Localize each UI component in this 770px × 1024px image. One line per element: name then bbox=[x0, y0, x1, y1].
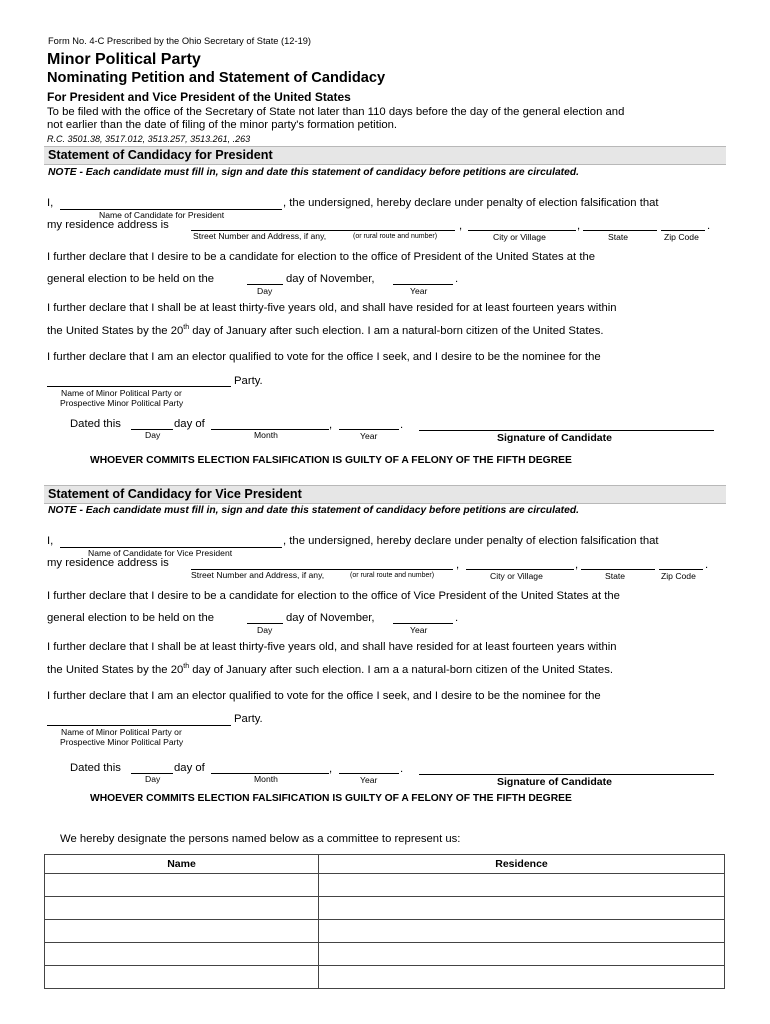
president-election-day-field[interactable] bbox=[247, 284, 283, 285]
committee-residence-cell[interactable] bbox=[319, 897, 725, 920]
vp-state-field[interactable] bbox=[581, 569, 655, 570]
statute-reference: R.C. 3501.38, 3517.012, 3513.257, 3513.261, .263 bbox=[47, 134, 251, 144]
committee-name-cell[interactable] bbox=[45, 920, 319, 943]
vp-city-label: City or Village bbox=[490, 571, 543, 581]
form-scope: For President and Vice President of the United States bbox=[47, 90, 351, 104]
committee-residence-cell[interactable] bbox=[319, 874, 725, 897]
vp-dated-month-label: Month bbox=[254, 774, 278, 784]
president-election-year-field[interactable] bbox=[393, 284, 453, 285]
president-signature-label: Signature of Candidate bbox=[497, 432, 612, 444]
president-party-field[interactable] bbox=[47, 386, 231, 387]
vp-party-field[interactable] bbox=[47, 725, 231, 726]
president-city-label: City or Village bbox=[493, 232, 546, 242]
vp-november: day of November, bbox=[286, 612, 375, 624]
vp-section-header bbox=[44, 485, 726, 504]
committee-intro: We hereby designate the persons named below as a committee to represent us: bbox=[60, 833, 461, 845]
president-heading: Statement of Candidacy for President bbox=[48, 148, 273, 162]
president-year-label: Year bbox=[410, 286, 428, 296]
vp-party: Party. bbox=[234, 713, 263, 725]
president-dated-day-label: Day bbox=[145, 430, 161, 440]
vp-day-label: Day bbox=[257, 625, 273, 635]
president-i: I, bbox=[47, 197, 54, 209]
vp-year-label: Year bbox=[410, 625, 428, 635]
committee-residence-cell[interactable] bbox=[319, 966, 725, 989]
vp-signature-label: Signature of Candidate bbox=[497, 776, 612, 788]
vp-para-4: I further declare that I am an elector qualified to vote for the office I seek, and I desire to be the nominee for the bbox=[47, 690, 601, 702]
committee-name-cell[interactable] bbox=[45, 897, 319, 920]
form-number: Form No. 4-C Prescribed by the Ohio Secretary of State (12-19) bbox=[48, 36, 312, 46]
president-zip-field[interactable] bbox=[661, 230, 705, 231]
president-para-3: the United States by the 20th day of January after such election. I am a natural-born citizen of the United States. bbox=[47, 324, 604, 337]
vp-party-label-1: Name of Minor Political Party or bbox=[61, 727, 182, 737]
vp-para-3: the United States by the 20th day of January after such election. I am a a natural-born citizen of the United States. bbox=[47, 663, 613, 676]
president-dated-year-field[interactable] bbox=[339, 429, 399, 430]
president-declare: , the undersigned, hereby declare under penalty of election falsification that bbox=[283, 197, 659, 209]
president-rural-label: (or rural route and number) bbox=[353, 233, 438, 240]
president-day-of: day of bbox=[174, 418, 205, 430]
vp-residence-label: my residence address is bbox=[47, 557, 169, 569]
vp-election-year-field[interactable] bbox=[393, 623, 453, 624]
president-general-election: general election to be held on the bbox=[47, 273, 215, 285]
vp-warning: WHOEVER COMMITS ELECTION FALSIFICATION IS GUILTY OF A FELONY OF THE FIFTH DEGREE bbox=[90, 793, 572, 804]
filing-instructions-2: not earlier than the date of filing of the minor party's formation petition. bbox=[47, 119, 398, 131]
form-title: Minor Political Party bbox=[47, 51, 201, 68]
vp-dated-day-label: Day bbox=[145, 774, 161, 784]
president-note: NOTE - Each candidate must fill in, sign and date this statement of candidacy before petitions are circulated. bbox=[48, 167, 579, 178]
committee-residence-cell[interactable] bbox=[319, 920, 725, 943]
president-party: Party. bbox=[234, 375, 263, 387]
president-city-field[interactable] bbox=[468, 230, 576, 231]
vp-para-1: I further declare that I desire to be a candidate for election to the office of Vice President of the United States at the bbox=[47, 590, 620, 602]
president-november: day of November, bbox=[286, 273, 375, 285]
vp-signature-field[interactable] bbox=[419, 774, 714, 775]
vp-name-label: Name of Candidate for Vice President bbox=[88, 548, 233, 558]
vp-city-field[interactable] bbox=[466, 569, 574, 570]
president-day-label: Day bbox=[257, 286, 273, 296]
vp-dated-year-label: Year bbox=[360, 775, 378, 785]
vp-dated-year-field[interactable] bbox=[339, 773, 399, 774]
vp-party-label-2: Prospective Minor Political Party bbox=[60, 737, 184, 747]
president-party-label-2: Prospective Minor Political Party bbox=[60, 398, 184, 408]
president-para-1: I further declare that I desire to be a candidate for election to the office of President of the United States at the bbox=[47, 251, 596, 263]
committee-name-header: Name bbox=[45, 855, 319, 874]
committee-name-cell[interactable] bbox=[45, 943, 319, 966]
president-residence-label: my residence address is bbox=[47, 219, 169, 231]
filing-instructions-1: To be filed with the office of the Secretary of State not later than 110 days before the day of the general election and bbox=[47, 106, 625, 118]
president-zip-label: Zip Code bbox=[664, 232, 699, 242]
table-row bbox=[45, 874, 725, 897]
vp-day-of: day of bbox=[174, 762, 205, 774]
vp-zip-label: Zip Code bbox=[661, 571, 696, 581]
president-state-label: State bbox=[608, 232, 629, 242]
vp-rural-label: (or rural route and number) bbox=[350, 572, 435, 579]
president-para-4: I further declare that I am an elector qualified to vote for the office I seek, and I desire to be the nominee for the bbox=[47, 351, 601, 363]
vp-election-day-field[interactable] bbox=[247, 623, 283, 624]
table-row bbox=[45, 897, 725, 920]
vp-note: NOTE - Each candidate must fill in, sign and date this statement of candidacy before petitions are circulated. bbox=[48, 505, 579, 516]
committee-table bbox=[44, 854, 725, 989]
president-para-2: I further declare that I shall be at least thirty-five years old, and shall have resided for at least fourteen years within bbox=[47, 302, 617, 314]
vp-street-label: Street Number and Address, if any, bbox=[191, 570, 325, 580]
table-row bbox=[45, 943, 725, 966]
committee-name-cell[interactable] bbox=[45, 874, 319, 897]
president-signature-field[interactable] bbox=[419, 430, 714, 431]
vp-declare: , the undersigned, hereby declare under penalty of election falsification that bbox=[283, 535, 659, 547]
president-dated-year-label: Year bbox=[360, 431, 378, 441]
committee-name-cell[interactable] bbox=[45, 966, 319, 989]
president-name-label: Name of Candidate for President bbox=[99, 210, 225, 220]
vp-heading: Statement of Candidacy for Vice President bbox=[48, 487, 302, 501]
committee-residence-cell[interactable] bbox=[319, 943, 725, 966]
vp-i: I, bbox=[47, 535, 54, 547]
president-party-label-1: Name of Minor Political Party or bbox=[61, 388, 182, 398]
form-subtitle: Nominating Petition and Statement of Candidacy bbox=[47, 70, 386, 86]
president-dated-month-label: Month bbox=[254, 430, 278, 440]
vp-dated-this: Dated this bbox=[70, 762, 121, 774]
vp-zip-field[interactable] bbox=[659, 569, 703, 570]
president-street-label: Street Number and Address, if any, bbox=[193, 231, 327, 241]
president-warning: WHOEVER COMMITS ELECTION FALSIFICATION IS GUILTY OF A FELONY OF THE FIFTH DEGREE bbox=[90, 455, 572, 466]
president-state-field[interactable] bbox=[583, 230, 657, 231]
table-row bbox=[45, 920, 725, 943]
table-row bbox=[45, 966, 725, 989]
vp-general-election: general election to be held on the bbox=[47, 612, 215, 624]
committee-residence-header: Residence bbox=[319, 855, 725, 874]
vp-state-label: State bbox=[605, 571, 626, 581]
president-dated-this: Dated this bbox=[70, 418, 121, 430]
vp-para-2: I further declare that I shall be at least thirty-five years old, and shall have resided for at least fourteen years within bbox=[47, 641, 617, 653]
president-section-header bbox=[44, 146, 726, 165]
